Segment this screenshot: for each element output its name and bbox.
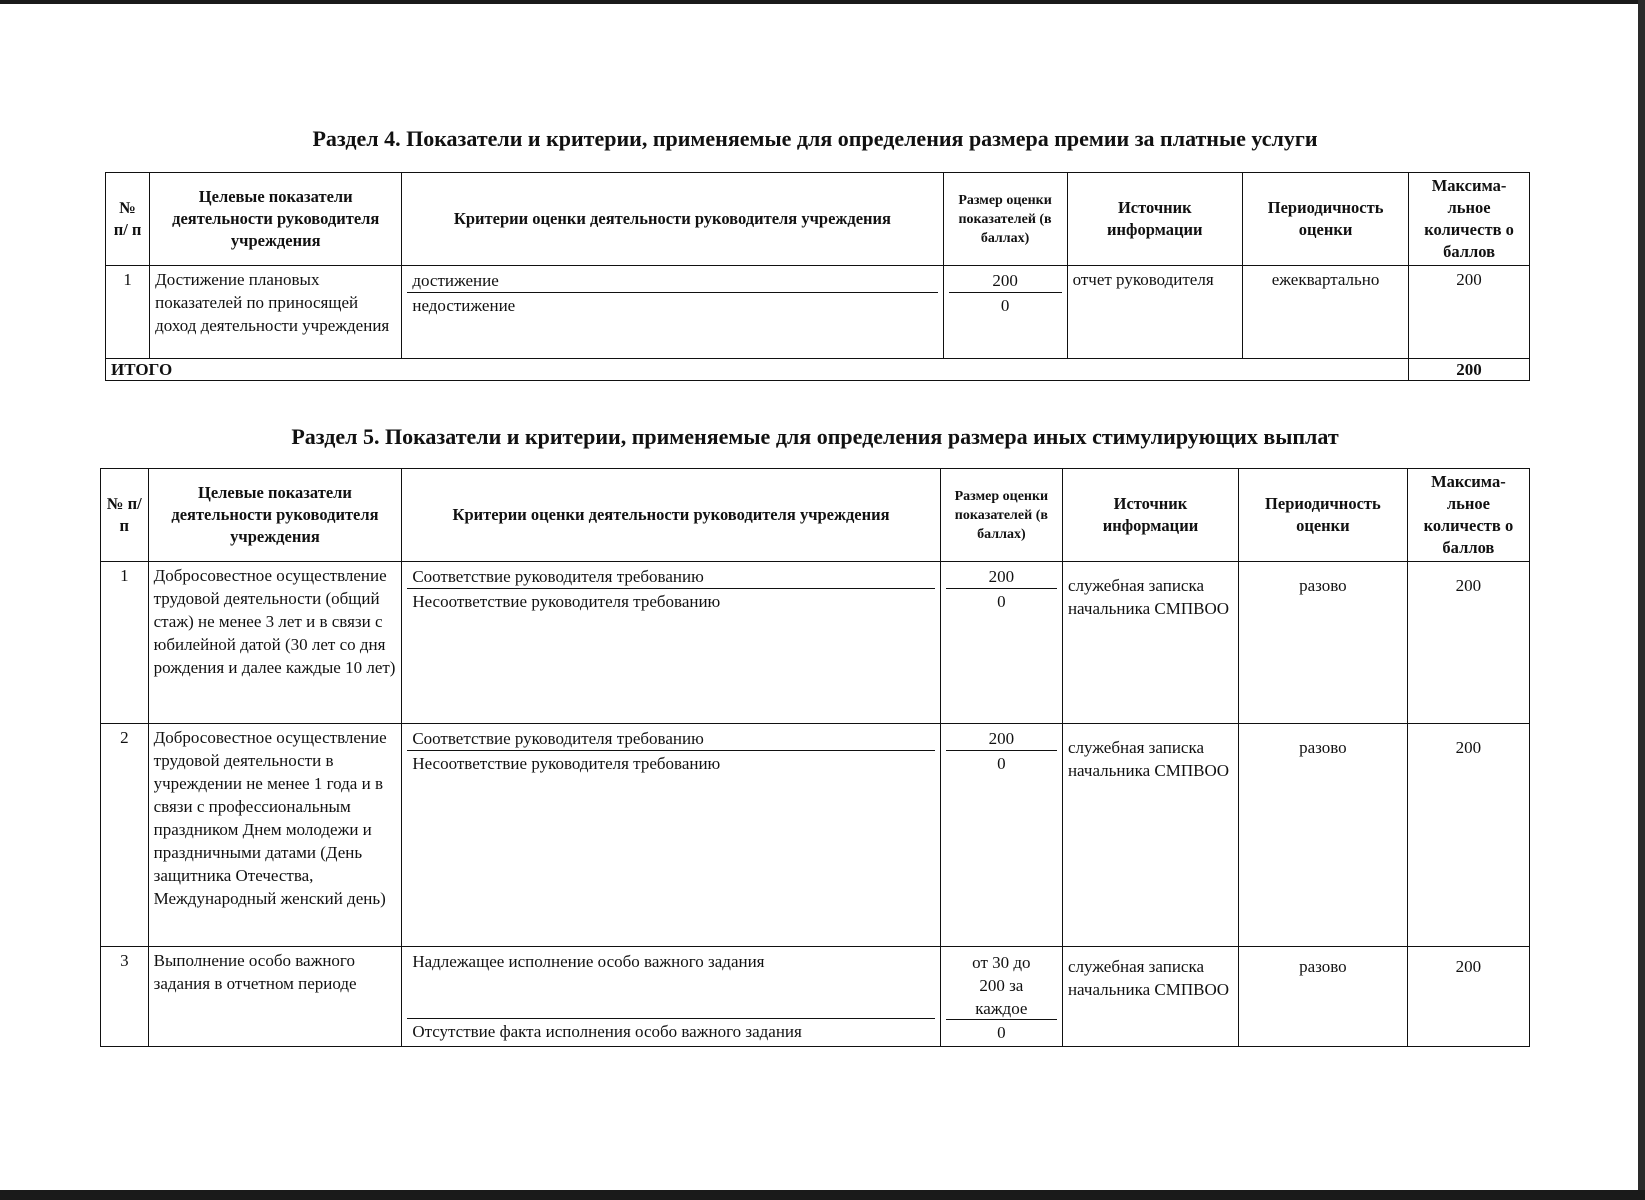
row-max: 200 bbox=[1407, 947, 1529, 1047]
row-target: Добросовестное осуществление трудовой деятельности в учреждении не менее 1 года и в связи с профессиональным праздником Днем молодежи и праздничными датами (День защитника Отечества, Международный женский день) bbox=[148, 724, 402, 947]
row-period: разово bbox=[1238, 947, 1407, 1047]
row-scores bbox=[940, 562, 1062, 724]
row-period: разово bbox=[1238, 724, 1407, 947]
header-score: Размер оценки показателей (в баллах) bbox=[943, 173, 1067, 266]
header-num: № п/ п bbox=[101, 469, 149, 562]
row-num: 1 bbox=[106, 266, 150, 359]
table-row bbox=[101, 562, 1530, 724]
header-target: Целевые показатели деятельности руководителя учреждения bbox=[150, 173, 402, 266]
table-header-row bbox=[101, 469, 1530, 562]
row-source: отчет руководителя bbox=[1067, 266, 1243, 359]
table-row bbox=[106, 266, 1530, 359]
header-num: № п/ п bbox=[106, 173, 150, 266]
row-source: служебная записка начальника СМПВОО bbox=[1062, 947, 1238, 1047]
score-value: 0 bbox=[997, 754, 1006, 773]
row-criteria bbox=[402, 724, 940, 947]
row-target: Добросовестное осуществление трудовой деятельности (общий стаж) не менее 3 лет и в связи с юбилейной датой (30 лет со дня рождения и далее каждые 10 лет) bbox=[148, 562, 402, 724]
row-target: Достижение плановых показателей по приносящей доход деятельности учреждения bbox=[150, 266, 402, 359]
header-source: Источник информации bbox=[1067, 173, 1243, 266]
total-value: 200 bbox=[1409, 359, 1530, 381]
row-num: 3 bbox=[101, 947, 149, 1047]
row-max: 200 bbox=[1407, 562, 1529, 724]
row-criteria bbox=[402, 266, 943, 359]
header-max: Максима-льное количеств о баллов bbox=[1409, 173, 1530, 266]
row-scores bbox=[943, 266, 1067, 359]
score-value: 0 bbox=[997, 1023, 1006, 1042]
row-scores bbox=[940, 947, 1062, 1047]
row-num: 2 bbox=[101, 724, 149, 947]
score-value: 200 bbox=[946, 726, 1057, 751]
scan-edge-top bbox=[0, 0, 1645, 4]
header-criteria: Критерии оценки деятельности руководителя учреждения bbox=[402, 469, 940, 562]
header-target: Целевые показатели деятельности руководителя учреждения bbox=[148, 469, 402, 562]
row-criteria bbox=[402, 562, 940, 724]
score-value: 0 bbox=[997, 592, 1006, 611]
header-period: Периодичность оценки bbox=[1243, 173, 1409, 266]
criterion: Отсутствие факта исполнения особо важного задания bbox=[412, 1022, 802, 1041]
header-source: Источник информации bbox=[1062, 469, 1238, 562]
table-row bbox=[101, 947, 1530, 1047]
criterion: Несоответствие руководителя требованию bbox=[412, 754, 721, 773]
criterion: достижение bbox=[407, 268, 937, 293]
header-max: Максима-льное количеств о баллов bbox=[1407, 469, 1529, 562]
section-4-title: Раздел 4. Показатели и критерии, применяемые для определения размера премии за платные услуги bbox=[312, 126, 1318, 151]
header-period: Периодичность оценки bbox=[1238, 469, 1407, 562]
table-header-row bbox=[106, 173, 1530, 266]
row-period: ежеквартально bbox=[1243, 266, 1409, 359]
section-5-table bbox=[100, 468, 1530, 1047]
row-scores bbox=[940, 724, 1062, 947]
row-criteria bbox=[402, 947, 940, 1047]
row-max: 200 bbox=[1407, 724, 1529, 947]
score-value: от 30 до 200 за каждое bbox=[946, 949, 1057, 1020]
scan-edge-bottom bbox=[0, 1190, 1645, 1200]
criterion: Соответствие руководителя требованию bbox=[407, 564, 934, 589]
score-value: 200 bbox=[946, 564, 1057, 589]
scan-edge-right bbox=[1638, 0, 1645, 1200]
total-row bbox=[106, 359, 1530, 381]
row-max: 200 bbox=[1409, 266, 1530, 359]
row-source: служебная записка начальника СМПВОО bbox=[1062, 724, 1238, 947]
header-criteria: Критерии оценки деятельности руководителя учреждения bbox=[402, 173, 943, 266]
row-num: 1 bbox=[101, 562, 149, 724]
section-5-title: Раздел 5. Показатели и критерии, применяемые для определения размера иных стимулирующих выплат bbox=[291, 424, 1339, 449]
score-value: 200 bbox=[949, 268, 1062, 293]
header-score: Размер оценки показателей (в баллах) bbox=[940, 469, 1062, 562]
row-period: разово bbox=[1238, 562, 1407, 724]
score-value: 0 bbox=[1000, 296, 1010, 315]
total-label: ИТОГО bbox=[106, 359, 1409, 381]
criterion: Несоответствие руководителя требованию bbox=[412, 592, 721, 611]
table-row bbox=[101, 724, 1530, 947]
row-source: служебная записка начальника СМПВОО bbox=[1062, 562, 1238, 724]
criterion: Надлежащее исполнение особо важного задания bbox=[407, 949, 934, 1019]
row-target: Выполнение особо важного задания в отчетном периоде bbox=[148, 947, 402, 1047]
section-4-table bbox=[105, 172, 1530, 381]
criterion: Соответствие руководителя требованию bbox=[407, 726, 934, 751]
criterion: недостижение bbox=[412, 296, 516, 315]
